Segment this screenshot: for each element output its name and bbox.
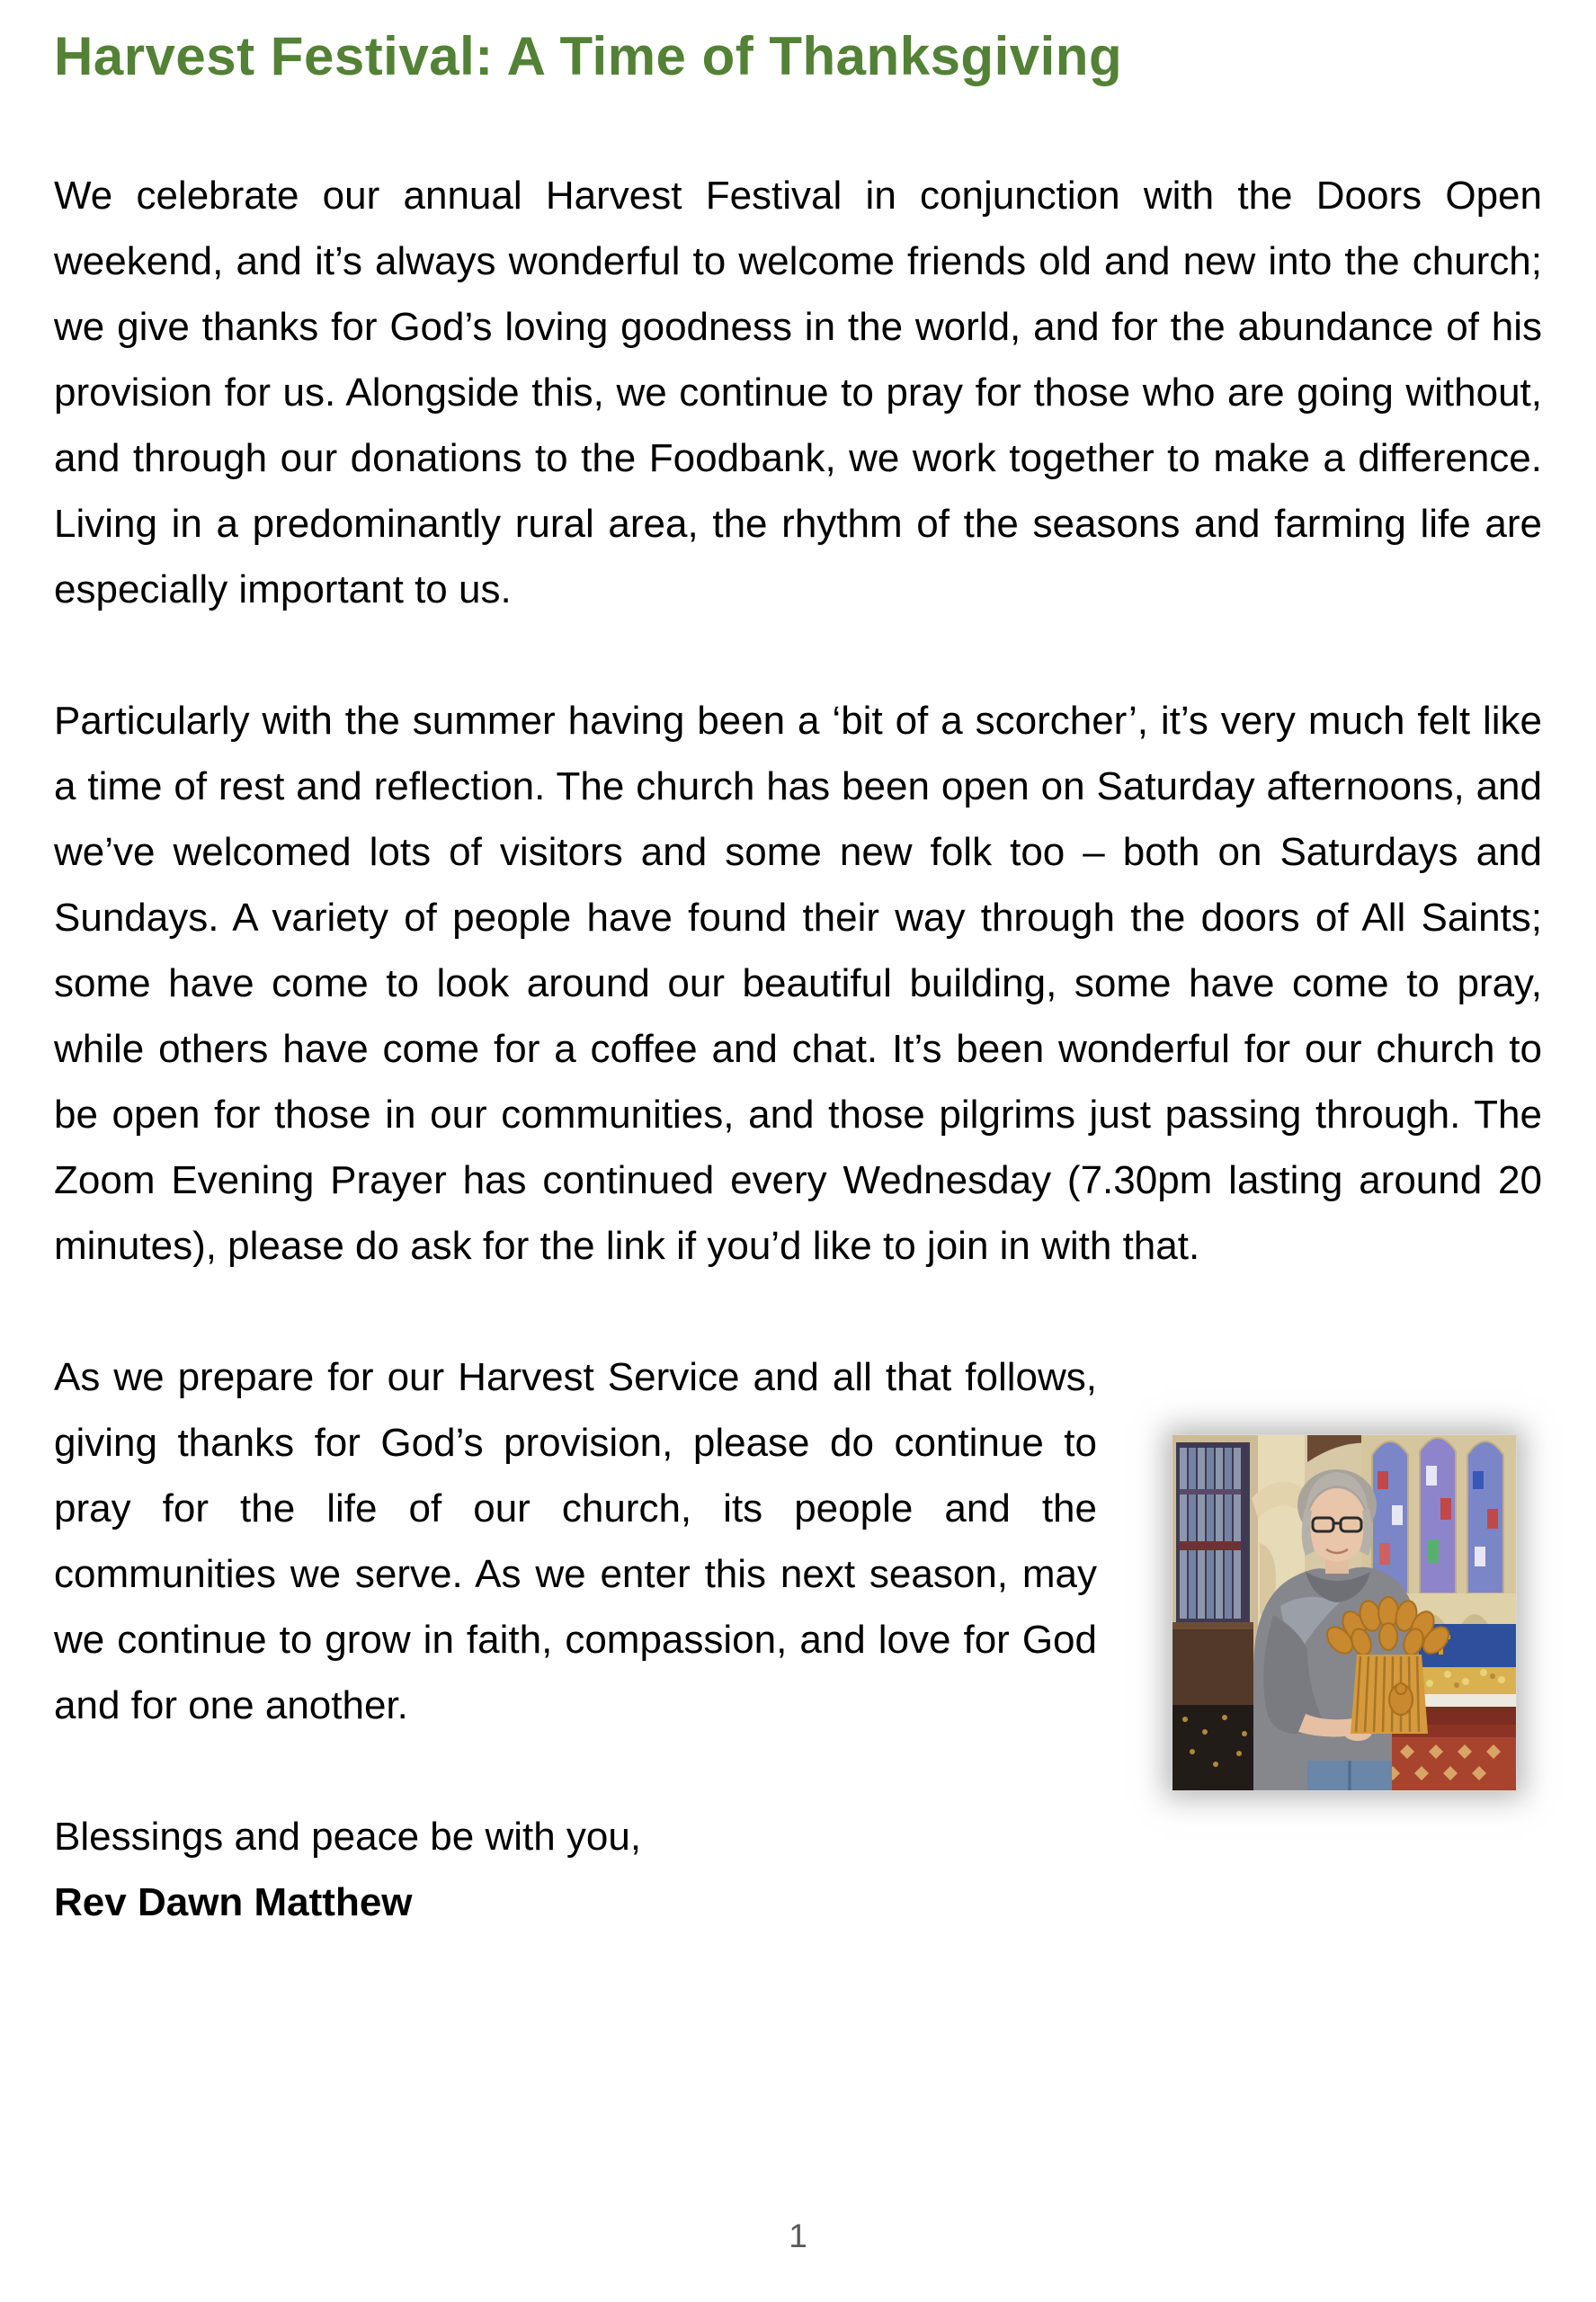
- harvest-photo: [1172, 1434, 1517, 1791]
- closing-line: Blessings and peace be with you,: [54, 1815, 642, 1859]
- harvest-photo-illustration: [1172, 1435, 1516, 1790]
- closing-block: [54, 1804, 1542, 1935]
- page-title: Harvest Festival: A Time of Thanksgiving: [54, 26, 1123, 86]
- body-paragraph-1: We celebrate our annual Harvest Festival in conjunction with the Doors Open weekend, and it’s always wonderful to welcome friends old and new into the church; we give thanks for God’s loving goodness in the world, and for the abundance of his provision for us. Alongside this, we continue to pray for those who are going without, and through our donations to the Foodbank, we work together to make a difference. Living in a predominantly rural area, the rhythm of the seasons and farming life are especially important to us.: [54, 174, 1542, 611]
- body-paragraph-2: Particularly with the summer having been a ‘bit of a scorcher’, it’s very much felt like a time of rest and reflection. The church has been open on Saturday afternoons, and we’ve welcomed lots of visitors and some new folk too – both on Saturdays and Sundays. A variety of people have found their way through the doors of All Saints; some have come to look around our beautiful building, some have come to pray, while others have come for a coffee and chat. It’s been wonderful for our church to be open for those in our communities, and those pilgrims just passing through. The Zoom Evening Prayer has continued every Wednesday (7.30pm lasting around 20 minutes), please do ask for the link if you’d like to join in with that.: [54, 699, 1542, 1268]
- harvest-photo-float: [1133, 1344, 1542, 1794]
- page-number: 1: [789, 2217, 807, 2254]
- body-paragraph-3: As we prepare for our Harvest Service and all that follows, giving thanks for God’s provision, please do continue to pray for the life of our church, its people and the communities we serve. As we enter this next season, may we continue to grow in faith, compassion, and love for God and for one another.: [54, 1355, 1097, 1727]
- signature-name: Rev Dawn Matthew: [54, 1880, 413, 1924]
